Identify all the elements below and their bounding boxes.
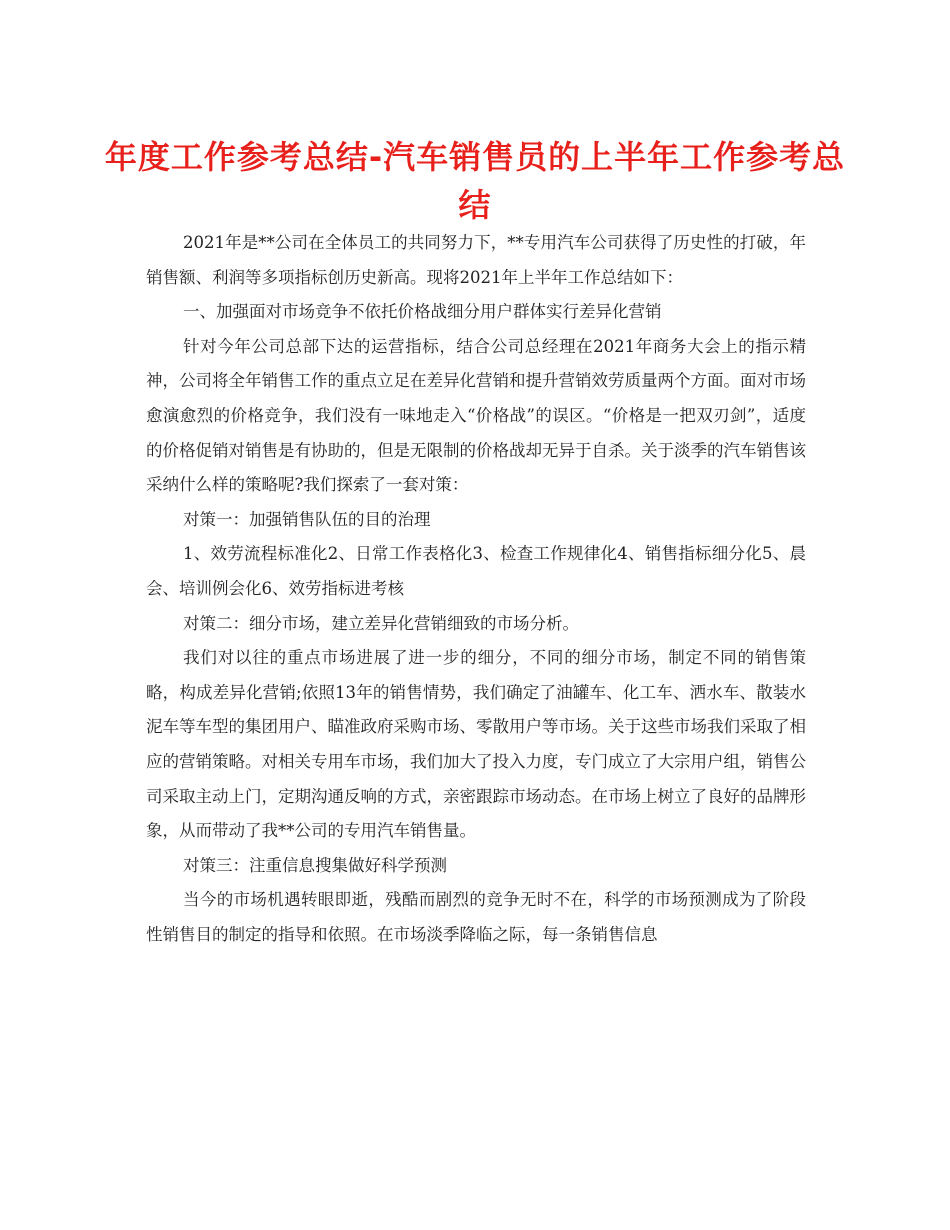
paragraph-intro: 2021年是**公司在全体员工的共同努力下，**专用汽车公司获得了历史性的打破，年销售额、利润等多项指标创历史新高。现将2021年上半年工作总结如下： — [146, 233, 806, 287]
document-title: 年度工作参考总结-汽车销售员的上半年工作参考总结 — [104, 138, 846, 224]
document-body — [146, 226, 806, 952]
paragraph-strategy-3: 当今的市场机遇转眼即逝，残酷而剧烈的竞争无时不在，科学的市场预测成为了阶段性销售目的制定的指导和依照。在市场淡季降临之际，每一条销售信息 — [146, 890, 806, 944]
paragraph-section-1: 针对今年公司总部下达的运营指标，结合公司总经理在2021年商务大会上的指示精神，公司将全年销售工作的重点立足在差异化营销和提升营销效劳质量两个方面。面对市场愈演愈烈的价格竞争，我们没有一味地走入“价格战”的误区。“价格是一把双刃剑”，适度的价格促销对销售是有协助的，但是无限制的价格战却无异于自杀。关于淡季的汽车销售该采纳什么样的策略呢?我们探索了一套对策： — [146, 336, 806, 495]
paragraph-strategy-2: 我们对以往的重点市场进展了进一步的细分，不同的细分市场，制定不同的销售策略，构成差异化营销;依照13年的销售情势，我们确定了油罐车、化工车、洒水车、散装水泥车等车型的集团用户、瞄准政府采购市场、零散用户等市场。关于这些市场我们采取了相应的营销策略。对相关专用车市场，我们加大了投入力度，专门成立了大宗用户组，销售公司采取主动上门，定期沟通反响的方式，亲密跟踪市场动态。在市场上树立了良好的品牌形象，从而带动了我**公司的专用汽车销售量。 — [146, 648, 806, 841]
strategy-heading-2: 对策二：细分市场，建立差异化营销细致的市场分析。 — [183, 613, 579, 633]
section-heading-1: 一、加强面对市场竞争不依托价格战细分用户群体实行差异化营销 — [183, 302, 662, 322]
strategy-heading-1: 对策一：加强销售队伍的目的治理 — [183, 509, 431, 529]
strategy-heading-3: 对策三：注重信息搜集做好科学预测 — [183, 855, 447, 875]
paragraph-strategy-1-list: 1、效劳流程标准化2、日常工作表格化3、检查工作规律化4、销售指标细分化5、晨会、培训例会化6、效劳指标进考核 — [146, 544, 806, 598]
